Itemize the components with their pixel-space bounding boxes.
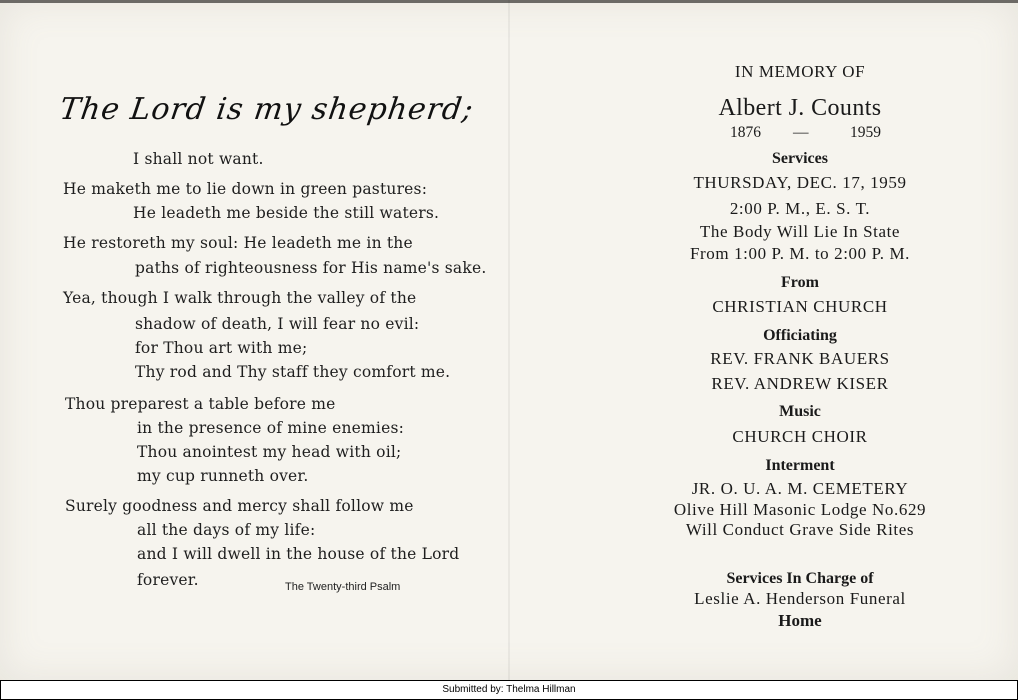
psalm-line: for Thou art with me; <box>135 339 308 357</box>
psalm-line: He maketh me to lie down in green pastures: <box>63 180 428 198</box>
psalm-title: The Lord is my shepherd; <box>57 92 477 127</box>
psalm-line: He leadeth me beside the still waters. <box>133 204 440 222</box>
psalm-attribution: The Twenty-third Psalm <box>285 581 401 593</box>
officiating-label: Officiating <box>763 327 837 344</box>
music-label: Music <box>779 403 821 420</box>
from-label: From <box>781 274 819 291</box>
lie-in-state-line-2: From 1:00 P. M. to 2:00 P. M. <box>689 244 911 263</box>
death-year: 1959 <box>850 124 881 141</box>
psalm-line: my cup runneth over. <box>137 467 309 485</box>
services-label: Services <box>772 150 828 167</box>
service-time: 2:00 P. M., E. S. T. <box>729 199 871 218</box>
services-in-charge-label: Services In Charge of <box>726 570 874 587</box>
officiant-2: REV. ANDREW KISER <box>711 374 889 393</box>
psalm-page <box>0 0 508 680</box>
lie-in-state-line-1: The Body Will Lie In State <box>699 222 901 241</box>
psalm-line: Surely goodness and mercy shall follow me <box>65 497 414 515</box>
psalm-line: forever. <box>137 571 199 589</box>
psalm-line: paths of righteousness for His name's sake. <box>135 259 487 277</box>
grave-side-rites: Will Conduct Grave Side Rites <box>685 520 915 539</box>
psalm-line: all the days of my life: <box>137 521 316 539</box>
submitted-by-caption: Submitted by: Thelma Hillman <box>0 680 1018 700</box>
memorial-page <box>510 0 1018 680</box>
psalm-line: and I will dwell in the house of the Lord <box>137 545 460 563</box>
deceased-name: Albert J. Counts <box>718 95 882 121</box>
church-name: CHRISTIAN CHURCH <box>712 297 888 316</box>
funeral-home-line-2: Home <box>778 611 822 630</box>
memorial-heading: IN MEMORY OF <box>734 62 866 81</box>
psalm-line: in the presence of mine enemies: <box>137 419 405 437</box>
service-date: THURSDAY, DEC. 17, 1959 <box>693 173 907 192</box>
lodge-name: Olive Hill Masonic Lodge No.629 <box>673 500 927 519</box>
psalm-line: Thy rod and Thy staff they comfort me. <box>135 363 451 381</box>
interment-label: Interment <box>765 457 835 474</box>
funeral-home-line-1: Leslie A. Henderson Funeral <box>694 589 906 608</box>
psalm-line: Thou anointest my head with oil; <box>137 443 402 461</box>
year-dash: — <box>793 124 809 141</box>
cemetery-name: JR. O. U. A. M. CEMETERY <box>691 479 909 498</box>
birth-year: 1876 <box>730 124 761 141</box>
psalm-line: I shall not want. <box>133 150 264 168</box>
psalm-line: He restoreth my soul: He leadeth me in the <box>63 234 413 252</box>
psalm-line: Yea, though I walk through the valley of the <box>63 289 417 307</box>
music-provider: CHURCH CHOIR <box>732 427 868 446</box>
psalm-line: shadow of death, I will fear no evil: <box>135 315 420 333</box>
officiant-1: REV. FRANK BAUERS <box>710 349 890 368</box>
psalm-line: Thou preparest a table before me <box>65 395 336 413</box>
